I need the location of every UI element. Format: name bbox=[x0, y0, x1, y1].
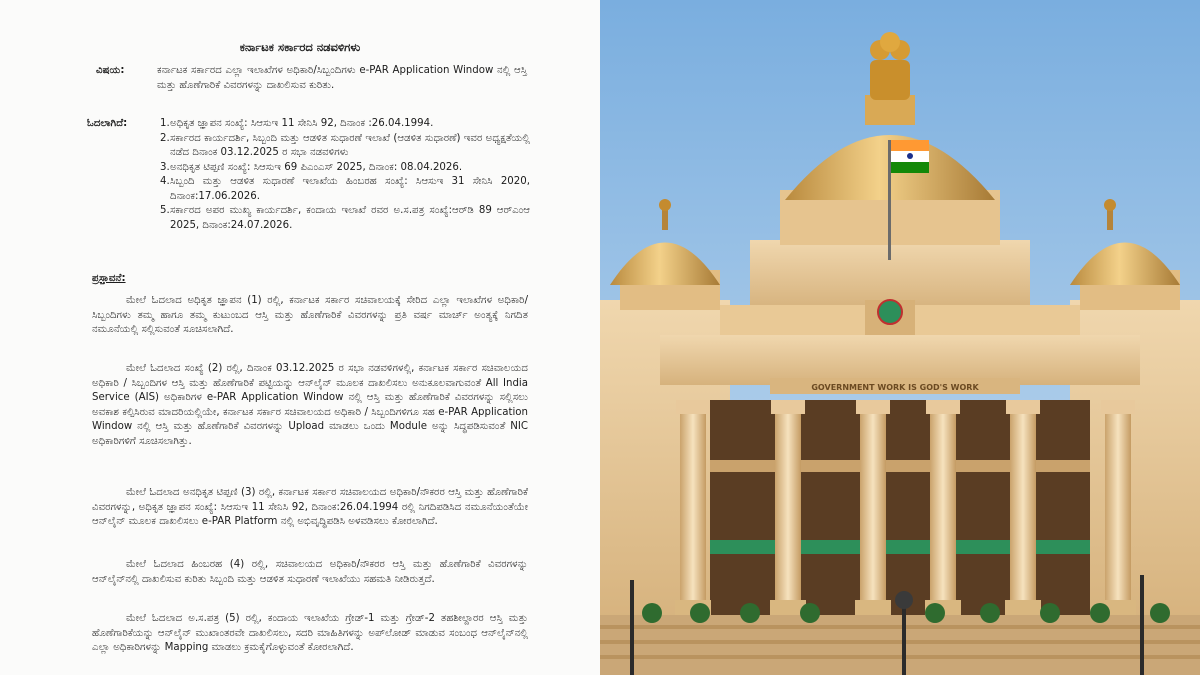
column bbox=[675, 400, 711, 616]
reference-list bbox=[160, 117, 530, 233]
plant-icon bbox=[690, 603, 710, 623]
reference-text: ಅಧಿಕೃತ ಜ್ಞಾಪನ ಸಂಖ್ಯೆ: ಸಿಆಸುಇ 11 ಸೇನಿಸಿ 92, ದಿನಾಂಕ :26.04.1994. bbox=[170, 118, 434, 129]
paragraph-text: ಮೇಲೆ ಓದಲಾದ ಹಿಂಬರಹ (4) ರಲ್ಲಿ, ಸಚಿವಾಲಯದ ಅಧಿಕಾರಿ/ನೌಕರರ ಆಸ್ತಿ ಮತ್ತು ಹೊಣೆಗಾರಿಕೆ ವಿವರಗಳನ್ನು ಆನ್‌ಲೈನ್‌ನಲ್ಲಿ ದಾಖಲಿಸುವ ಕುರಿತು ಸಿಬ್ಬಂದಿ ಮತ್ತು ಆಡಳಿತ ಸುಧಾರಣೆ ಇಲಾಖೆಯು ಸಹಮತಿ ನೀಡಿರುತ್ತದೆ. bbox=[92, 559, 528, 585]
vidhana-soudha-illustration bbox=[600, 0, 1200, 675]
plant-icon bbox=[642, 603, 662, 623]
preamble-paragraph-4 bbox=[92, 558, 528, 587]
document-title: ಕರ್ನಾಟಕ ಸರ್ಕಾರದ ನಡವಳಿಗಳು bbox=[239, 40, 361, 54]
reference-label: ಓದಲಾಗಿದೆ: bbox=[87, 118, 128, 129]
state-emblem-icon bbox=[878, 300, 902, 324]
preamble-paragraph-5 bbox=[92, 612, 528, 656]
plant-icon bbox=[980, 603, 1000, 623]
reference-number: 5. bbox=[160, 205, 170, 216]
reference-text: ಅನಧಿಕೃತ ಟಿಪ್ಪಣಿ ಸಂಖ್ಯೆ: ಸಿಆಸುಇ 69 ಪಿಎಂಎಸ್ 2025, ದಿನಾಂಕ: 08.04.2026. bbox=[170, 161, 463, 173]
building-sign: GOVERNMENT WORK IS GOD'S WORK bbox=[811, 383, 979, 392]
preamble-paragraph-2 bbox=[92, 362, 528, 449]
plant-icon bbox=[1150, 603, 1170, 623]
lamp-post-icon bbox=[630, 580, 634, 675]
plant-icon bbox=[1090, 603, 1110, 623]
column bbox=[770, 400, 806, 616]
reference-item bbox=[160, 161, 530, 176]
reference-number: 1. bbox=[160, 118, 170, 129]
plant-icon bbox=[740, 603, 760, 623]
reference-number: 3. bbox=[160, 161, 170, 173]
stair-base bbox=[600, 615, 1200, 675]
preamble-paragraph-3 bbox=[92, 486, 528, 530]
reference-item bbox=[160, 204, 530, 233]
vidhana-soudha-photo bbox=[600, 0, 1200, 675]
paragraph-text: ಮೇಲೆ ಓದಲಾದ ಅನಧಿಕೃತ ಟಿಪ್ಪಣಿ (3) ರಲ್ಲಿ, ಕರ್ನಾಟಕ ಸರ್ಕಾರ ಸಚಿವಾಲಯದ ಅಧಿಕಾರಿ/ನೌಕರರ ಆಸ್ತಿ ಮತ್ತು ಹೊಣೆಗಾರಿಕೆ ವಿವರಗಳನ್ನು, ಅಧಿಕೃತ ಜ್ಞಾಪನ ಸಂಖ್ಯೆ: ಸಿಆಸುಇ 11 ಸೇನಿಸಿ 92, ದಿನಾಂಕ:26.04.1994 ರಲ್ಲಿ ನಿಗದಿಪಡಿಸಿದ ನಮೂನೆಯಂತೆಯೇ ಆನ್‌ಲೈನ್ ಮೂಲಕ ದಾಖಲಿಸಲು e-PAR Platform ನಲ್ಲಿ ಅಭಿವೃದ್ಧಿಪಡಿಸಿ ಅಳವಡಿಸಲು ಕೋರಲಾಗಿದೆ. bbox=[92, 487, 528, 527]
paragraph-text: ಮೇಲೆ ಓದಲಾದ ಸಂಖ್ಯೆ (2) ರಲ್ಲಿ, ದಿನಾಂಕ 03.12.2025 ರ ಸಭಾ ನಡವಳಿಗಳಲ್ಲಿ, ಕರ್ನಾಟಕ ಸರ್ಕಾರ ಸಚಿವಾಲಯದ ಅಧಿಕಾರಿ / ಸಿಬ್ಬಂದಿಗಳ ಆಸ್ತಿ ಮತ್ತು ಹೊಣೆಗಾರಿಕೆ ಪಟ್ಟಿಯನ್ನು ಆನ್‌ಲೈನ್ ಮೂಲಕ ದಾಖಲಿಸಲು ಅನುಕೂಲವಾಗುವಂತೆ All India Service (AIS) ಅಧಿಕಾರಿಗಳ e-PAR Application Window ನಲ್ಲಿ ಆಸ್ತಿ ಮತ್ತು ಹೊಣೆಗಾರಿಕೆ ವಿವರಗಳನ್ನು ಸಲ್ಲಿಸಲು ಅವಕಾಶ ಕಲ್ಪಿಸಿರುವ ಮಾದರಿಯಲ್ಲಿಯೇ, ಕರ್ನಾಟಕ ಸರ್ಕಾರ ಸಚಿವಾಲಯದ ಅಧಿಕಾರಿ / ಸಿಬ್ಬಂದಿಗಳಿಗೂ ಸಹ e-PAR Application Window ನಲ್ಲಿ ಆಸ್ತಿ ಮತ್ತು ಹೊಣೆಗಾರಿಕೆ ವಿವರಗಳನ್ನು Upload ಮಾಡಲು ಒಂದು Module ಅನ್ನು ಸಿದ್ಧಪಡಿಸುವಂತೆ NIC ಅಧಿಕಾರಿಗಳಿಗೆ ಸೂಚಿಸಲಾಗಿತ್ತು. bbox=[92, 363, 528, 447]
plant-icon bbox=[925, 603, 945, 623]
subject-label: ವಿಷಯ: bbox=[96, 65, 125, 76]
column bbox=[1005, 400, 1041, 616]
reference-text: ಸರ್ಕಾರದ ಕಾರ್ಯದರ್ಶಿ, ಸಿಬ್ಬಂದಿ ಮತ್ತು ಆಡಳಿತ ಸುಧಾರಣೆ ಇಲಾಖೆ (ಆಡಳಿತ ಸುಧಾರಣೆ) ಇವರ ಅಧ್ಯಕ್ಷತೆಯಲ್ಲಿ ನಡೆದ ದಿನಾಂಕ 03.12.2025 ರ ಸಭಾ ನಡವಳಿಗಳು bbox=[170, 132, 530, 158]
entablature bbox=[660, 335, 1140, 385]
preamble-label: ಪ್ರಸ್ತಾವನೆ: bbox=[92, 273, 126, 284]
reference-item bbox=[160, 132, 530, 161]
subject-text: ಕರ್ನಾಟಕ ಸರ್ಕಾರದ ಎಲ್ಲಾ ಇಲಾಖೆಗಳ ಅಧಿಕಾರಿ/ಸಿಬ್ಬಂದಿಗಳು e-PAR Application Window ನಲ್ಲಿ ಆಸ್ತಿ ಮತ್ತು ಹೊಣೆಗಾರಿಕೆ ವಿವರಗಳನ್ನು ದಾಖಲಿಸುವ ಕುರಿತು. bbox=[157, 65, 527, 91]
reference-text: ಸಿಬ್ಬಂದಿ ಮತ್ತು ಆಡಳಿತ ಸುಧಾರಣೆ ಇಲಾಖೆಯ ಹಿಂಬರಹ ಸಂಖ್ಯೆ: ಸಿಆಸುಇ 31 ಸೇನಿಸಿ 2020, ದಿನಾಂಕ:17.06.2026. bbox=[170, 176, 530, 202]
lamp-post-icon bbox=[1140, 575, 1144, 675]
reference-item bbox=[160, 175, 530, 204]
preamble-paragraph-1 bbox=[92, 294, 528, 338]
reference-item bbox=[160, 117, 530, 132]
reference-number: 2. bbox=[160, 132, 170, 144]
column bbox=[1100, 400, 1136, 616]
paragraph-text: ಮೇಲೆ ಓದಲಾದ ಅ.ಸ.ಪತ್ರ (5) ರಲ್ಲಿ, ಕಂದಾಯ ಇಲಾಖೆಯ ಗ್ರೇಡ್-1 ಮತ್ತು ಗ್ರೇಡ್-2 ತಹಶೀಲ್ದಾರರ ಆಸ್ತಿ ಮತ್ತು ಹೊಣೆಗಾರಿಕೆಯನ್ನು ಆನ್‌ಲೈನ್ ಮುಖಾಂತರವೇ ದಾಖಲಿಸಲು, ಸದರಿ ಮಾಹಿತಿಗಳನ್ನು ಅಪ್‌ಲೋಡ್ ಮಾಡುವ ಸಂಬಂಧ ಆನ್‌ಲೈನ್‌ನಲ್ಲಿ ಎಲ್ಲಾ ಅಧಿಕಾರಿಗಳನ್ನು Mapping ಮಾಡಲು ಕ್ರಮಕೈಗೊಳ್ಳುವಂತೆ ಕೋರಲಾಗಿದೆ. bbox=[92, 613, 528, 653]
column bbox=[925, 400, 961, 616]
reference-text: ಸರ್ಕಾರದ ಅಪರ ಮುಖ್ಯ ಕಾರ್ಯದರ್ಶಿ, ಕಂದಾಯ ಇಲಾಖೆ ರವರ ಅ.ಸ.ಪತ್ರ ಸಂಖ್ಯೆ:ಆರ್‌ಡಿ 89 ಆರ್‌ಎಂಆ 2025, ದಿನಾಂಕ:24.07.2026. bbox=[170, 205, 530, 231]
ashoka-emblem-icon bbox=[870, 32, 910, 100]
column bbox=[855, 400, 891, 616]
paragraph-text: ಮೇಲೆ ಓದಲಾದ ಅಧಿಕೃತ ಜ್ಞಾಪನ (1) ರಲ್ಲಿ, ಕರ್ನಾಟಕ ಸರ್ಕಾರ ಸಚಿವಾಲಯಕ್ಕೆ ಸೇರಿದ ಎಲ್ಲಾ ಇಲಾಖೆಗಳ ಅಧಿಕಾರಿ/ಸಿಬ್ಬಂದಿಗಳು ತಮ್ಮ ಹಾಗೂ ತಮ್ಮ ಕುಟುಂಬದ ಆಸ್ತಿ ಮತ್ತು ಹೊಣೆಗಾರಿಕೆ ವಿವರಗಳನ್ನು ಪ್ರತಿ ವರ್ಷ ಮಾರ್ಚ್ ಅಂತ್ಯಕ್ಕೆ ನಿಗದಿತ ನಮೂನೆಯಲ್ಲಿ ಸಲ್ಲಿಸುವಂತೆ ಸೂಚಿಸಲಾಗಿದೆ. bbox=[92, 295, 528, 335]
reference-number: 4. bbox=[160, 176, 170, 187]
plant-icon bbox=[1040, 603, 1060, 623]
plant-icon bbox=[800, 603, 820, 623]
